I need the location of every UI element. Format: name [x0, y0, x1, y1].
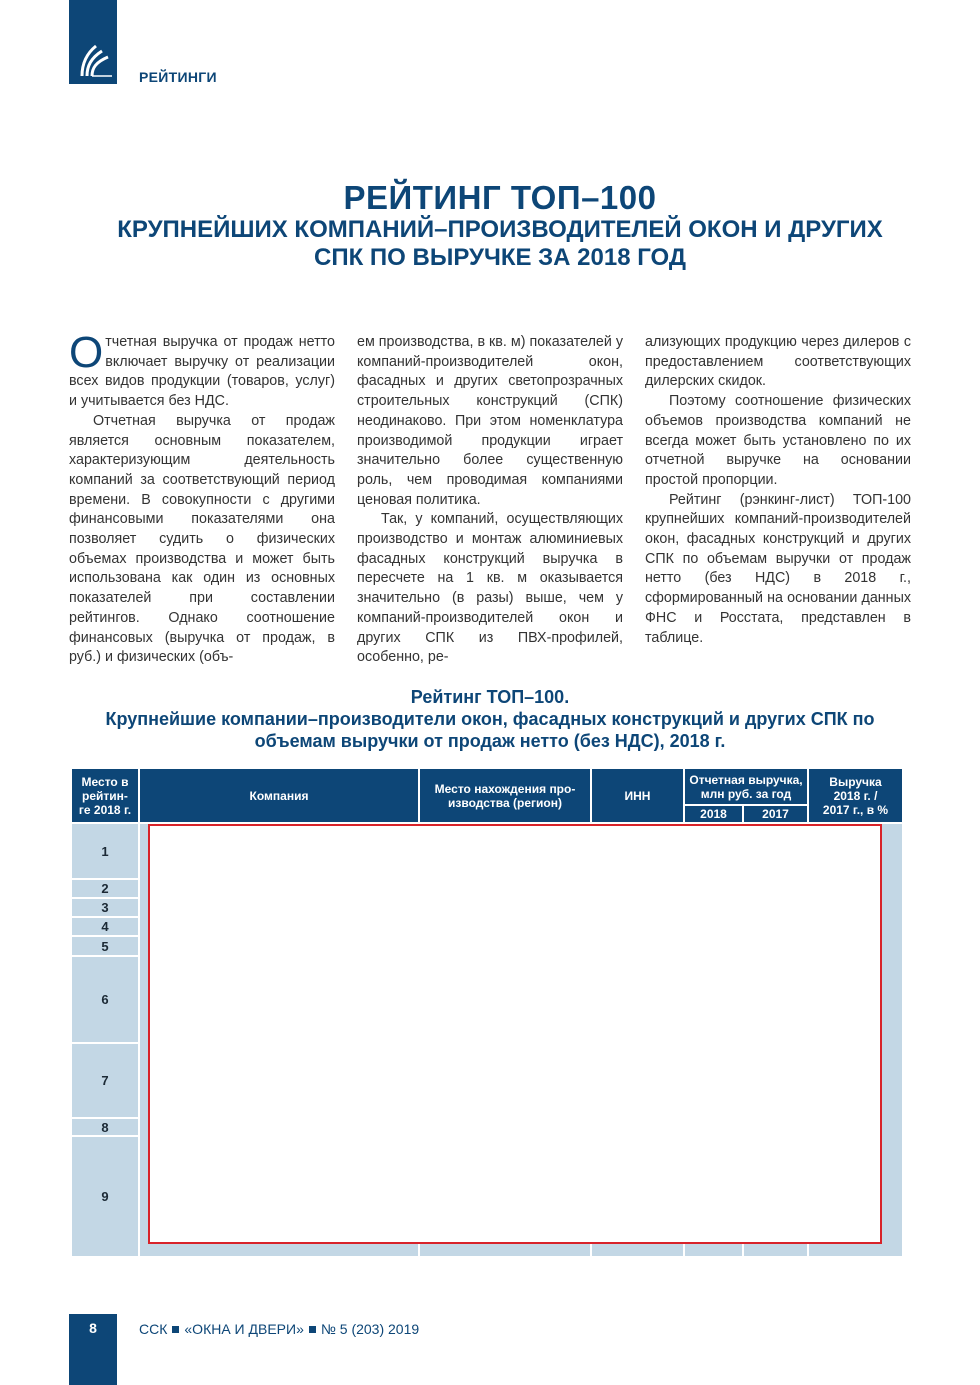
rank-cell: 7 [72, 1044, 138, 1117]
section-label: РЕЙТИНГИ [139, 69, 217, 85]
magazine-name: «ОКНА И ДВЕРИ» [184, 1321, 304, 1337]
page-title [60, 180, 940, 272]
paragraph: тчетная выручка от продаж нетто включает выручку от реализации всех видов продукции (товаров, услуг) и учитывается без НДС. [69, 334, 335, 410]
rank-cell: 2 [72, 880, 138, 897]
caption-line-3: объемам выручки от продаж нетто (без НДС), 2018 г. [254, 731, 726, 751]
publisher: ССК [139, 1321, 168, 1337]
header-ratio: Выручка 2018 г. / 2017 г., в % [809, 769, 902, 822]
page-number: 8 [89, 1320, 97, 1336]
drop-cap: О [69, 328, 104, 377]
paragraph: Так, у компаний, осуществляющих производство и монтаж алюминиевых фасадных конструкций выручка в пересчете на 1 кв. м оказывается значительно (в разы) выше, чем у компаний-производителей окон и других СПК из ПВХ-профилей, особенно, ре- [357, 511, 623, 666]
header-2017: 2017 [744, 806, 807, 822]
paragraph: ем производства, в кв. м) показателей у компаний-производителей окон, фасадных и других светопрозрачных строительных конструкций (СПК) неодинаково. При этом номенклатура производимой продукции играет значительно более существенную роль, чем проводимая компаниями ценовая политика. [357, 334, 623, 508]
article-column-2 [357, 333, 623, 668]
caption-line-1: Рейтинг ТОП–100. [410, 687, 570, 707]
header-2018: 2018 [685, 806, 742, 822]
rank-cell: 9 [72, 1137, 138, 1256]
magazine-logo-icon [74, 38, 114, 80]
publication-info [139, 1321, 419, 1337]
title-line-2: КРУПНЕЙШИХ КОМПАНИЙ–ПРОИЗВОДИТЕЛЕЙ ОКОН И ДРУГИХ [117, 216, 883, 243]
rank-cell: 6 [72, 957, 138, 1042]
header-region: Место нахождения про- изводства (регион) [420, 769, 590, 822]
rank-cell: 8 [72, 1119, 138, 1135]
square-bullet-icon [172, 1326, 179, 1333]
paragraph: Отчетная выручка от продаж является основным показателем, характеризующим деятельность компаний за соответствующий период времени. В совокупности с другими финансовыми показателями она позволяет судить о физических объемах производства и может быть использована как один из основных показателей при составлении рейтингов. Однако соотношение финансовых (выручка от продаж, в руб.) и физических (объ- [69, 412, 335, 666]
caption-line-2: Крупнейшие компании–производители окон, фасадных конструкций и других СПК по [105, 709, 875, 729]
rank-cell: 1 [72, 824, 138, 878]
rank-cell: 4 [72, 918, 138, 935]
table-caption [70, 686, 910, 752]
article-column-1 [69, 328, 335, 668]
redaction-box [148, 824, 882, 1244]
header-inn: ИНН [592, 769, 683, 822]
title-line-3: СПК ПО ВЫРУЧКЕ ЗА 2018 ГОД [314, 244, 686, 271]
header-rank: Место в рейтин- ге 2018 г. [72, 769, 138, 822]
title-line-1: РЕЙТИНГ ТОП–100 [343, 179, 657, 216]
article-column-3 [645, 333, 911, 648]
rank-cell: 3 [72, 899, 138, 916]
rank-cell: 5 [72, 937, 138, 955]
paragraph: Рейтинг (рэнкинг-лист) ТОП-100 крупнейших компаний-производителей окон, фасадных конструкций и других СПК по объемам выручки от продаж нетто (без НДС) в 2018 г., сформированный на основании данных ФНС и Росстата, представлен в таблице. [645, 491, 911, 646]
paragraph: ализующих продукцию через дилеров с предоставлением соответствующих дилерских скидок. [645, 334, 911, 390]
issue-number: № 5 (203) 2019 [320, 1321, 420, 1337]
header-company: Компания [140, 769, 418, 822]
header-revenue: Отчетная выручка, млн руб. за год [685, 769, 807, 804]
square-bullet-icon [309, 1326, 316, 1333]
paragraph: Поэтому соотношение физических объемов производства компаний не всегда может быть установлено по их отчетной выручке на основании простой пропорции. [645, 393, 911, 488]
